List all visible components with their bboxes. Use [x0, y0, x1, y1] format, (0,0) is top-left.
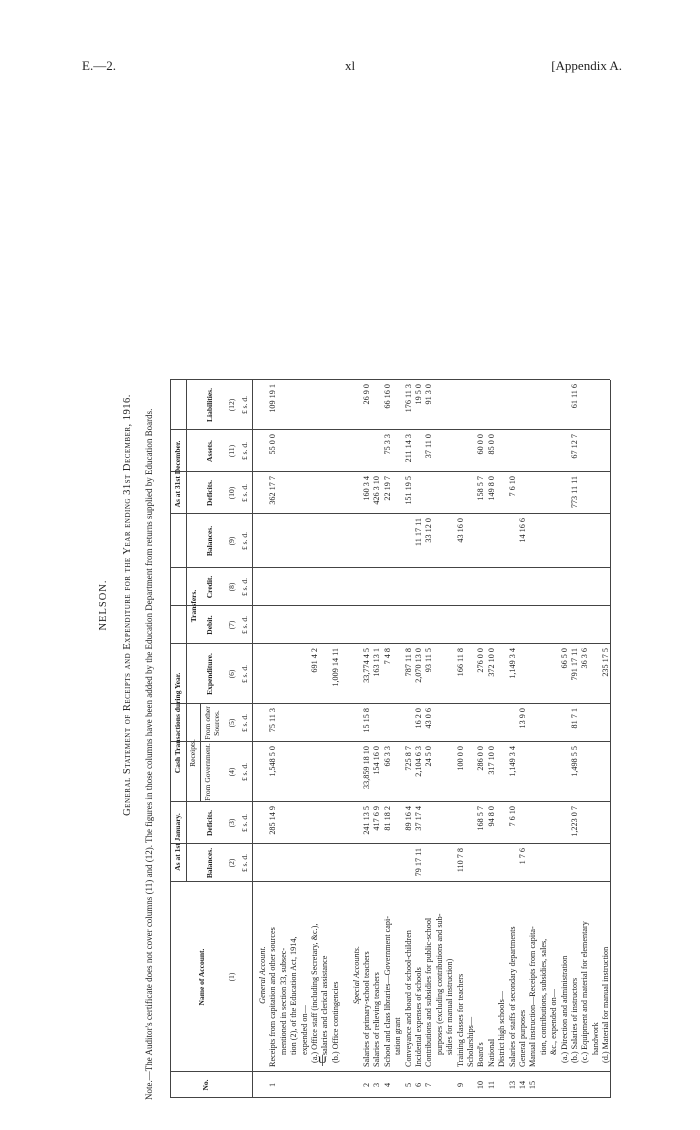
amount-cell: 11 17 11 — [414, 518, 423, 547]
amount-cell: 691 4 2 — [310, 648, 319, 673]
account-name: Conveyance and board of school-children — [403, 930, 413, 1067]
amount-cell: 110 7 8 — [455, 848, 465, 873]
deficits2-header: Deficits. — [205, 479, 214, 507]
unit-symbols: £ s. d. — [240, 578, 249, 596]
account-name: Salaries of relieving teachers — [372, 972, 382, 1067]
amount-cell: 93 11 5 — [424, 648, 434, 673]
amount-cell: 7 6 10 — [507, 476, 517, 497]
amount-cell: 66 3 3 — [382, 746, 392, 767]
account-name: (b.) Salaries of instructors — [570, 977, 579, 1063]
amount-cell: 1,223 0 7 — [570, 806, 579, 837]
amount-cell: 285 14 9 — [268, 806, 278, 835]
account-name: Contributions and subsidies for public-school — [424, 917, 434, 1067]
amount-cell: 2,070 13 0 — [414, 648, 423, 683]
amount-cell: 1 7 6 — [518, 848, 527, 865]
account-name: tation grant — [393, 1017, 403, 1055]
column-number: (9) — [227, 536, 236, 546]
amount-cell: 286 0 0 — [476, 746, 486, 771]
column-number: (1) — [227, 972, 236, 982]
account-name: expended on— — [299, 1005, 309, 1055]
account-name: General purposes — [518, 1009, 527, 1067]
account-name: mentioned in section 33, subsec- — [278, 947, 288, 1055]
amount-cell: 67 12 7 — [570, 434, 579, 459]
amount-cell: 33 12 0 — [424, 518, 434, 543]
account-name: Training classes for teachers — [455, 973, 465, 1067]
amount-cell: 791 17 11 — [570, 648, 579, 681]
unit-symbols: £ s. d. — [240, 763, 249, 781]
row-number: 3 — [372, 1082, 382, 1088]
amount-cell: 66 5 0 — [559, 648, 569, 669]
account-name: &c., expended on— — [549, 989, 559, 1055]
account-name: School and class libraries—Government capi- — [382, 916, 392, 1067]
amount-cell: 100 0 0 — [455, 746, 465, 771]
account-name: (a.) Office staff (including Secretary, &c.), — [310, 923, 319, 1063]
amount-cell: 1,149 3 4 — [507, 648, 517, 679]
amount-cell: 372 10 0 — [486, 648, 496, 677]
row-number: 4 — [382, 1082, 392, 1088]
table-top-rule — [170, 380, 171, 1098]
group-rule — [186, 380, 187, 882]
amount-cell: 13 9 0 — [518, 708, 527, 729]
account-name: purposes (excluding contributions and sub- — [434, 913, 444, 1055]
group-transfers-header: Transfers. — [189, 589, 198, 623]
account-name: (a.) Direction and administration — [559, 955, 569, 1063]
column-number: (10) — [227, 486, 236, 500]
account-name: (b.) Office contingencies — [330, 981, 340, 1063]
amount-cell: 91 3 0 — [424, 384, 434, 405]
account-name: tion, contributions, subsidies, sales, — [538, 938, 548, 1055]
amount-cell: 1,498 5 5 — [570, 746, 579, 777]
group-jan-header: As at 1st January. — [173, 813, 182, 871]
column-number: (5) — [227, 718, 236, 728]
statement-title: General Statement of Receipts and Expenditure for the Year ending 31st December, 1916. — [122, 394, 133, 816]
amount-cell: 60 0 0 — [476, 434, 486, 455]
from-other-header: From other Sources. — [203, 706, 221, 740]
account-name: sidies for manual instruction) — [445, 958, 455, 1055]
amount-cell: 1,149 3 4 — [507, 746, 517, 777]
row-number: 15 — [528, 1080, 538, 1090]
margin-mark: ψ — [318, 1052, 327, 1067]
account-name: Scholarships— — [466, 1016, 475, 1067]
column-number: (4) — [227, 767, 236, 777]
column-number: (7) — [227, 620, 236, 630]
account-name: Board's — [476, 1042, 486, 1067]
amount-cell: 61 11 6 — [570, 384, 579, 409]
row-number: 11 — [486, 1081, 496, 1089]
header-bottom-rule — [252, 380, 253, 1098]
amount-cell: 725 8 7 — [403, 746, 413, 771]
account-name: handwork — [590, 1022, 600, 1055]
amount-cell: 7 6 10 — [507, 806, 517, 827]
amount-cell: 33,774 4 5 — [362, 648, 371, 683]
amount-cell: 160 3 4 — [362, 476, 371, 501]
unit-symbols: £ s. d. — [240, 665, 249, 683]
unit-symbols: £ s. d. — [240, 396, 249, 414]
account-name: Salaries of staffs of secondary departments — [507, 926, 517, 1067]
column-number: (8) — [227, 582, 236, 592]
account-name: (d.) Material for manual instruction — [601, 946, 611, 1063]
amount-cell: 15 15 8 — [362, 708, 371, 733]
amount-cell: 241 13 5 — [362, 806, 371, 835]
amount-cell: 94 8 0 — [486, 806, 496, 827]
deficits-header: Deficits. — [205, 809, 214, 837]
row-number: 1 — [268, 1082, 278, 1088]
page-number: xl — [345, 58, 356, 73]
expenditure-header: Expenditure. — [205, 653, 214, 695]
row-number: 7 — [424, 1082, 434, 1088]
account-name: Incidental expenses of schools — [414, 967, 423, 1067]
unit-symbols: £ s. d. — [240, 442, 249, 460]
amount-cell: 417 6 9 — [372, 806, 382, 831]
amount-cell: 37 11 0 — [424, 434, 434, 459]
unit-symbols: £ s. d. — [240, 814, 249, 832]
amount-cell: 176 11 3 — [403, 384, 413, 413]
amount-cell: 317 10 0 — [486, 746, 496, 775]
amount-cell: 79 17 11 — [414, 848, 423, 877]
balances-header: Balances. — [205, 847, 214, 879]
amount-cell: 163 13 1 — [372, 648, 382, 677]
amount-cell: 33,859 18 10 — [362, 746, 371, 789]
column-number: (6) — [227, 669, 236, 679]
column-number: (2) — [227, 858, 236, 868]
account-name: General Account. — [258, 946, 267, 1004]
unit-symbols: £ s. d. — [240, 532, 249, 550]
amount-cell: 149 8 0 — [486, 476, 496, 501]
amount-cell: 75 3 3 — [382, 434, 392, 455]
amount-cell: 426 3 10 — [372, 476, 382, 505]
row-number: 6 — [414, 1082, 423, 1088]
column-number: (3) — [227, 818, 236, 828]
district-title: NELSON. — [98, 579, 109, 631]
amount-cell: 1,548 5 0 — [268, 746, 278, 777]
account-name: tion (2), of the Education Act, 1914, — [289, 936, 299, 1055]
amount-cell: 85 0 0 — [486, 434, 496, 455]
unit-symbols: £ s. d. — [240, 854, 249, 872]
credit-header: Credit. — [205, 575, 214, 599]
account-name: National — [486, 1038, 496, 1067]
row-number: 9 — [455, 1082, 465, 1088]
amount-cell: 14 16 6 — [518, 518, 527, 543]
amount-cell: 89 16 4 — [403, 806, 413, 831]
amount-cell: 22 19 7 — [382, 476, 392, 501]
account-name: Salaries of primary-school teachers — [362, 951, 371, 1067]
amount-cell: 276 0 0 — [476, 648, 486, 673]
amount-cell: 81 18 2 — [382, 806, 392, 831]
group-cash-header: Cash Transactions during Year. — [173, 672, 182, 774]
assets-header: Assets. — [205, 440, 214, 462]
account-name: salaries and clerical assistance — [320, 955, 330, 1055]
group-receipts-header: Receipts. — [188, 739, 197, 767]
amount-cell: 16 2 0 — [414, 708, 423, 729]
page-ref-left: E.—2. — [82, 58, 116, 73]
liabilities-header: Liabilities. — [205, 388, 214, 422]
amount-cell: 787 11 8 — [403, 648, 413, 677]
amount-cell: 24 5 0 — [424, 746, 434, 767]
account-name: Receipts from capitation and other sources — [268, 927, 278, 1067]
amount-cell: 2,104 6 3 — [414, 746, 423, 777]
account-name: Special Accounts. — [351, 945, 361, 1005]
debit-header: Debit. — [205, 615, 214, 635]
amount-cell: 235 17 5 — [601, 648, 611, 677]
account-name: District high schools— — [497, 991, 507, 1067]
row-number: 14 — [518, 1080, 527, 1090]
row-number: 10 — [476, 1080, 486, 1090]
amount-cell: 1,009 14 11 — [330, 648, 340, 687]
from-gov-header: From Government. — [203, 743, 212, 801]
amount-cell: 81 7 1 — [570, 708, 579, 729]
amount-cell: 158 5 7 — [476, 476, 486, 501]
account-name: (c.) Equipment and material for elementary — [580, 921, 590, 1063]
amount-cell: 43 0 6 — [424, 708, 434, 729]
unit-symbols: £ s. d. — [240, 714, 249, 732]
amount-cell: 75 11 3 — [268, 708, 278, 733]
column-rule — [170, 1097, 610, 1098]
unit-symbols: £ s. d. — [240, 616, 249, 634]
amount-cell: 151 19 5 — [403, 476, 413, 505]
amount-cell: 55 0 0 — [268, 434, 278, 455]
appendix-label: [Appendix A. — [551, 58, 622, 73]
auditor-note: Note.—The Auditor's certificate does not cover columns (11) and (12). The figures in those columns have been added by the Education Department from returns supplied by Education Boards. — [144, 408, 154, 1100]
amount-cell: 773 11 11 — [570, 476, 579, 509]
amount-cell: 362 17 7 — [268, 476, 278, 505]
amount-cell: 7 4 8 — [382, 648, 392, 665]
amount-cell: 36 3 6 — [580, 648, 590, 669]
row-number: 5 — [403, 1082, 413, 1088]
rotated-statement — [90, 90, 630, 1120]
amount-cell: 66 16 0 — [382, 384, 392, 409]
amount-cell: 19 5 0 — [414, 384, 423, 405]
group-rule — [200, 704, 201, 802]
column-number: (12) — [227, 398, 236, 412]
amount-cell: 168 5 7 — [476, 806, 486, 831]
amount-cell: 26 9 0 — [362, 384, 371, 405]
amount-cell: 166 11 8 — [455, 648, 465, 677]
amount-cell: 211 14 3 — [403, 434, 413, 463]
no-header: No. — [201, 1079, 210, 1091]
amount-cell: 37 17 4 — [414, 806, 423, 831]
name-header: Name of Account. — [197, 948, 206, 1006]
group-dec-header: As at 31st December. — [173, 440, 182, 508]
balances2-header: Balances. — [205, 525, 214, 557]
row-number: 2 — [362, 1082, 371, 1088]
amount-cell: 43 16 0 — [455, 518, 465, 543]
unit-symbols: £ s. d. — [240, 484, 249, 502]
column-number: (11) — [227, 444, 236, 458]
row-number: 13 — [507, 1080, 517, 1090]
amount-cell: 154 16 0 — [372, 746, 382, 775]
amount-cell: 109 19 1 — [268, 384, 278, 413]
account-name: Manual instruction—Receipts from capita- — [528, 926, 538, 1067]
